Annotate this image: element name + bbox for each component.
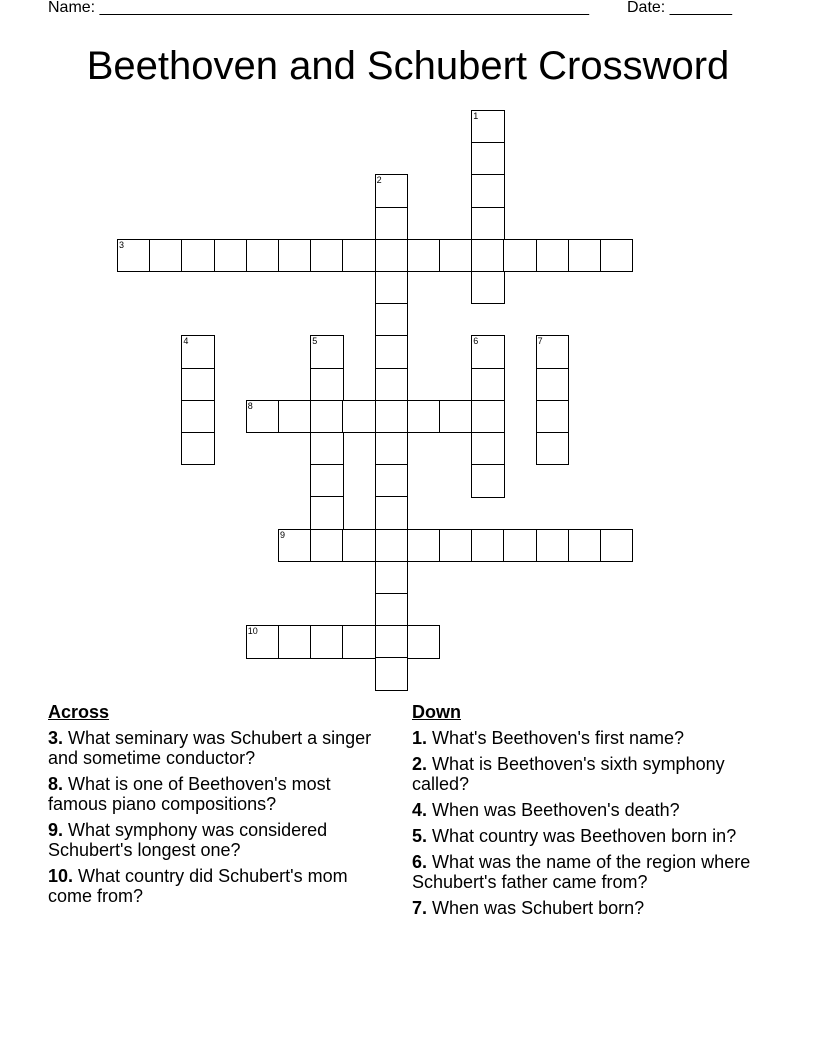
clue-number: 4. xyxy=(412,800,428,820)
down-clues xyxy=(412,700,762,924)
clue-text: What symphony was considered Schubert's longest one? xyxy=(48,820,328,860)
down-clue xyxy=(412,754,762,794)
crossword-cell[interactable] xyxy=(375,529,408,562)
page-title: Beethoven and Schubert Crossword xyxy=(86,44,730,88)
clue-text: What is one of Beethoven's most famous piano compositions? xyxy=(48,774,331,814)
crossword-cell[interactable] xyxy=(375,625,408,658)
crossword-cell[interactable] xyxy=(342,239,375,272)
crossword-cell[interactable] xyxy=(536,400,569,433)
clue-number-label: 5 xyxy=(312,336,318,347)
crossword-cell[interactable] xyxy=(181,239,214,272)
clue-number: 9. xyxy=(48,820,64,840)
crossword-cell[interactable] xyxy=(471,271,504,304)
clue-text: What's Beethoven's first name? xyxy=(432,728,685,748)
crossword-cell[interactable] xyxy=(181,400,214,433)
crossword-cell[interactable] xyxy=(471,239,504,272)
clue-number-label: 4 xyxy=(183,336,189,347)
crossword-cell[interactable] xyxy=(310,239,343,272)
across-clue xyxy=(48,866,393,906)
crossword-cell[interactable] xyxy=(246,625,279,658)
crossword-cell[interactable] xyxy=(375,368,408,401)
crossword-cell[interactable] xyxy=(407,400,440,433)
crossword-cell[interactable] xyxy=(278,400,311,433)
crossword-cell[interactable] xyxy=(407,239,440,272)
crossword-cell[interactable] xyxy=(310,464,343,497)
clue-number: 3. xyxy=(48,728,64,748)
crossword-cell[interactable] xyxy=(375,271,408,304)
crossword-cell[interactable] xyxy=(536,239,569,272)
clue-text: What country did Schubert's mom come from? xyxy=(48,866,348,906)
crossword-cell[interactable] xyxy=(407,625,440,658)
crossword-cell[interactable] xyxy=(310,400,343,433)
clue-number-label: 9 xyxy=(280,529,286,540)
crossword-cell[interactable] xyxy=(471,368,504,401)
crossword-cell[interactable] xyxy=(246,400,279,433)
across-clue xyxy=(48,820,393,860)
crossword-cell[interactable] xyxy=(503,529,536,562)
crossword-cell[interactable] xyxy=(181,335,214,368)
clue-number-label: 1 xyxy=(473,111,479,121)
crossword-cell[interactable] xyxy=(310,335,343,368)
crossword-cell[interactable] xyxy=(375,400,408,433)
crossword-cell[interactable] xyxy=(375,657,408,690)
crossword-cell[interactable] xyxy=(375,561,408,594)
clue-text: What was the name of the region where Schubert's father came from? xyxy=(412,852,751,892)
clue-number: 10. xyxy=(48,866,74,886)
crossword-cell[interactable] xyxy=(439,239,472,272)
crossword-cell[interactable] xyxy=(342,400,375,433)
date-field-line: Date: _______ xyxy=(627,0,732,16)
clue-number-label: 6 xyxy=(473,336,479,347)
clue-number-label: 10 xyxy=(247,626,258,637)
clue-number: 2. xyxy=(412,754,428,774)
clue-number: 1. xyxy=(412,728,428,748)
crossword-cell[interactable] xyxy=(375,174,408,207)
crossword-cell[interactable] xyxy=(310,529,343,562)
crossword-cell[interactable] xyxy=(117,239,150,272)
clue-number-label: 2 xyxy=(376,175,382,186)
down-clue xyxy=(412,898,762,918)
crossword-cell[interactable] xyxy=(471,335,504,368)
crossword-cell[interactable] xyxy=(310,496,343,529)
crossword-cell[interactable] xyxy=(471,432,504,465)
crossword-cell[interactable] xyxy=(503,239,536,272)
across-clues xyxy=(48,700,393,912)
crossword-cell[interactable] xyxy=(439,529,472,562)
down-clue xyxy=(412,800,762,820)
crossword-cell[interactable] xyxy=(471,207,504,240)
across-clue xyxy=(48,774,393,814)
crossword-cell[interactable] xyxy=(278,529,311,562)
crossword-cell[interactable] xyxy=(278,625,311,658)
crossword-cell[interactable] xyxy=(375,496,408,529)
crossword-cell[interactable] xyxy=(439,400,472,433)
down-clue xyxy=(412,728,762,748)
clue-text: What country was Beethoven born in? xyxy=(432,826,737,846)
crossword-cell[interactable] xyxy=(310,625,343,658)
down-heading: Down xyxy=(412,702,461,722)
clue-number: 6. xyxy=(412,852,428,872)
crossword-cell[interactable] xyxy=(568,529,601,562)
crossword-cell[interactable] xyxy=(471,464,504,497)
crossword-cell[interactable] xyxy=(536,529,569,562)
crossword-cell[interactable] xyxy=(471,174,504,207)
crossword-cell[interactable] xyxy=(375,464,408,497)
across-heading: Across xyxy=(48,702,110,722)
clue-text: When was Beethoven's death? xyxy=(432,800,680,820)
crossword-cell[interactable] xyxy=(375,207,408,240)
down-clue xyxy=(412,826,762,846)
clue-number: 8. xyxy=(48,774,64,794)
crossword-cell[interactable] xyxy=(278,239,311,272)
crossword-cell[interactable] xyxy=(375,303,408,336)
crossword-cell[interactable] xyxy=(375,432,408,465)
crossword-cell[interactable] xyxy=(471,142,504,175)
crossword-cell[interactable] xyxy=(181,368,214,401)
clue-number-label: 7 xyxy=(537,336,543,347)
crossword-cell[interactable] xyxy=(471,400,504,433)
crossword-cell[interactable] xyxy=(310,368,343,401)
crossword-cell[interactable] xyxy=(375,335,408,368)
crossword-cell[interactable] xyxy=(214,239,247,272)
clue-text: What is Beethoven's sixth symphony called? xyxy=(412,754,725,794)
crossword-cell[interactable] xyxy=(600,239,633,272)
crossword-cell[interactable] xyxy=(407,529,440,562)
crossword-cell[interactable] xyxy=(375,239,408,272)
crossword-cell[interactable] xyxy=(536,335,569,368)
crossword-cell[interactable] xyxy=(600,529,633,562)
clue-number-label: 8 xyxy=(247,400,253,411)
crossword-cell[interactable] xyxy=(568,239,601,272)
clue-text: What seminary was Schubert a singer and sometime conductor? xyxy=(48,728,372,768)
crossword-cell[interactable] xyxy=(536,432,569,465)
crossword-cell[interactable] xyxy=(246,239,279,272)
name-field-line: Name: _______________________________________________________ xyxy=(48,0,589,16)
clue-number: 7. xyxy=(412,898,428,918)
crossword-cell[interactable] xyxy=(536,368,569,401)
clue-text: When was Schubert born? xyxy=(432,898,645,918)
down-clue xyxy=(412,852,762,892)
clue-number: 5. xyxy=(412,826,428,846)
crossword-cell[interactable] xyxy=(342,529,375,562)
crossword-cell[interactable] xyxy=(471,529,504,562)
clue-number-label: 3 xyxy=(119,239,125,250)
crossword-cell[interactable] xyxy=(149,239,182,272)
crossword-cell[interactable] xyxy=(471,110,504,143)
crossword-cell[interactable] xyxy=(375,593,408,626)
crossword-cell[interactable] xyxy=(310,432,343,465)
crossword-cell[interactable] xyxy=(342,625,375,658)
across-clue xyxy=(48,728,393,768)
crossword-cell[interactable] xyxy=(181,432,214,465)
